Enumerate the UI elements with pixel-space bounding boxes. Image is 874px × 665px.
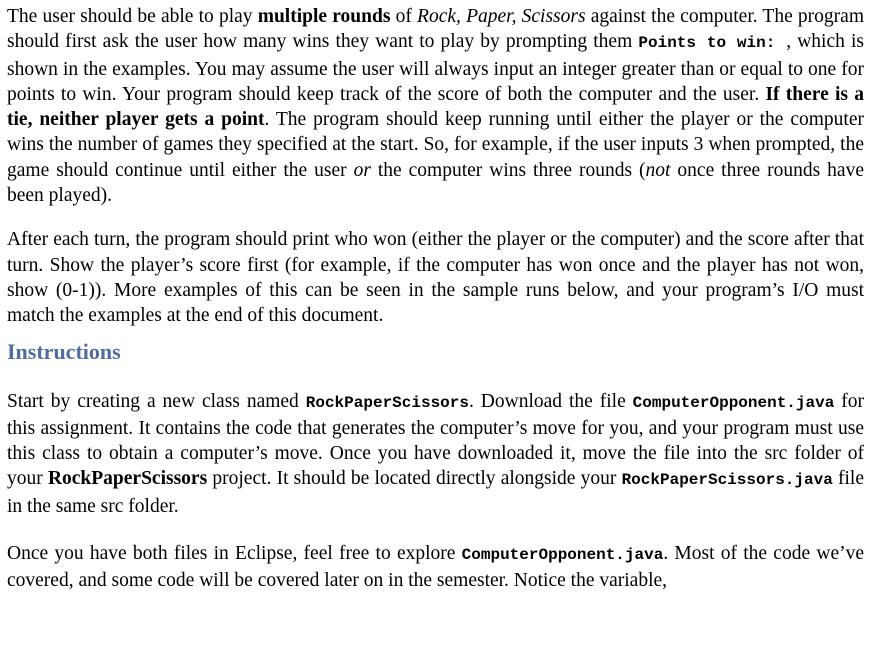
class-name-code: RockPaperScissors (305, 393, 469, 412)
text: project. It should be located directly alongside your (207, 468, 622, 490)
file-name-code: ComputerOpponent.java (632, 393, 835, 412)
prompt-code: Points to win: (638, 34, 787, 53)
score-paragraph (7, 227, 864, 328)
text: Start by creating a new class named (7, 390, 306, 412)
file-name-code: RockPaperScissors.java (621, 471, 833, 490)
text: . Most of the code we’ve covered, and some code will be covered later on in the semester. Notice the variable, (7, 543, 864, 592)
tie-rule: If there is a tie, neither player gets a point (7, 83, 864, 131)
text: After each turn, the program should print who won (either the player or the computer) and the score after that turn. Show the player’s score first (for example, if the computer has won once and the player has not won, show (0-1)). More examples of this can be seen in the sample runs below, and your program’s I/O must match the examples at the end of this document. (7, 229, 864, 327)
text: the computer wins three rounds ( (370, 159, 646, 181)
text: once three rounds have been played). (7, 159, 864, 207)
emphasis-or: or (353, 159, 371, 181)
emphasis: multiple rounds (257, 6, 391, 27)
text: for this assignment. It contains the code that generates the computer’s move for you, and your program must use this class to obtain a computer’s move. Once you have downloaded it, move the file into the src folder of your (7, 390, 864, 490)
text: . The program should keep running until either the player or the computer wins the number of games they specified at the start. So, for example, if the user inputs 3 when prompted, the game should continue until either the user (7, 109, 864, 181)
rules-paragraph (7, 4, 864, 208)
file-name-code: ComputerOpponent.java (461, 546, 664, 565)
text: against the computer. The program should first ask the user how many wins they want to play by prompting them (7, 6, 864, 53)
explore-paragraph (7, 541, 864, 594)
project-name: RockPaperScissors (47, 468, 208, 490)
text: The user should be able to play (7, 6, 258, 27)
game-name: Rock, Paper, Scissors (417, 6, 586, 27)
instructions-heading: Instructions (7, 338, 121, 364)
text: file in the same src folder. (7, 468, 864, 517)
text: . Download the file (468, 390, 633, 412)
text: Once you have both files in Eclipse, feel free to explore (7, 543, 462, 565)
instructions-paragraph (7, 389, 864, 519)
emphasis-not: not (645, 159, 671, 181)
text: of (390, 6, 418, 27)
text: , which is shown in the examples. You may assume the user will always input an integer greater than or equal to one for points to win. Your program should keep track of the score of both the computer and the user. (7, 31, 864, 105)
